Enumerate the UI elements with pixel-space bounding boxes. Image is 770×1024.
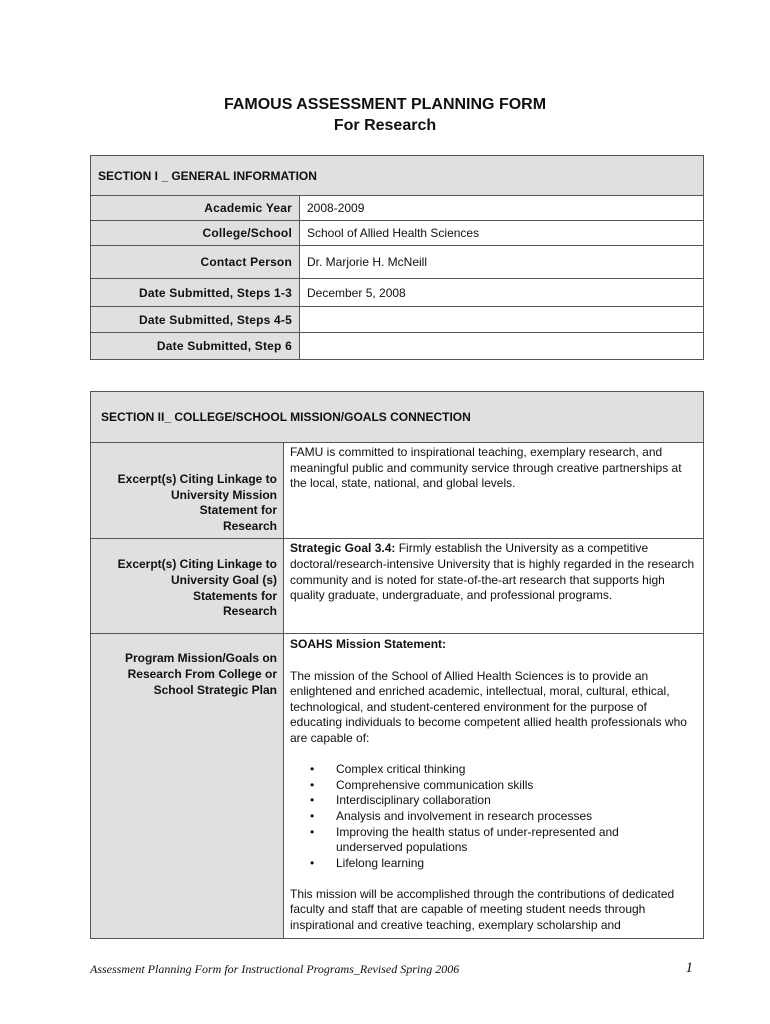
contact-person-label: Contact Person xyxy=(91,246,300,279)
date-step-6-label: Date Submitted, Step 6 xyxy=(91,333,300,360)
table-row xyxy=(91,246,704,279)
bullet-icon: • xyxy=(310,793,315,808)
list-item: • Analysis and involvement in research processes xyxy=(310,808,593,823)
program-mission-content[interactable] xyxy=(284,634,704,938)
list-item: • Comprehensive communication skills xyxy=(310,777,534,792)
label-line: Research From College or xyxy=(127,666,277,681)
table-row xyxy=(91,279,704,307)
table-row xyxy=(91,539,704,634)
strategic-goal-text: Firmly establish the University as a competitive doctoral/research-intensive University that is highly regarded in the research community and is noted for state-of-the-art research that supports high quality graduate, undergraduate, and professional programs. xyxy=(290,541,695,603)
date-steps-4-5-value[interactable] xyxy=(300,307,704,333)
label-line: Research xyxy=(222,518,277,533)
section1-header-row xyxy=(91,156,704,196)
label-line: Program Mission/Goals on xyxy=(124,651,277,666)
table-row xyxy=(91,307,704,333)
label-line: Research xyxy=(222,604,277,619)
university-goal-label xyxy=(91,539,284,634)
label-line: Excerpt(s) Citing Linkage to xyxy=(117,472,277,486)
mission-paragraph: The mission of the School of Allied Health Sciences is to provide an enlightened and enriched academic, intellectual, moral, cultural, ethical, technological, and student-centered environment for the purpose of educating individuals to become competent allied health professionals who are capable of: xyxy=(290,668,687,745)
bullet-icon: • xyxy=(310,762,315,777)
date-steps-1-3-value[interactable]: December 5, 2008 xyxy=(300,279,704,307)
strategic-goal-heading: Strategic Goal 3.4: xyxy=(290,541,396,556)
section2-header-row xyxy=(91,392,704,443)
label-line: University Mission xyxy=(170,487,277,502)
capabilities-list xyxy=(290,762,697,871)
date-steps-1-3-label: Date Submitted, Steps 1-3 xyxy=(91,279,300,307)
university-goal-excerpt[interactable] xyxy=(284,539,704,634)
university-mission-excerpt[interactable]: FAMU is committed to inspirational teaching, exemplary research, and meaningful public and community service through creative partnerships at the local, state, national, and global levels. xyxy=(284,443,704,539)
bullet-icon: • xyxy=(310,777,315,792)
form-header xyxy=(0,95,770,137)
label-line: Statements for xyxy=(192,588,277,603)
table-row xyxy=(91,221,704,246)
general-information-table xyxy=(90,155,704,360)
program-mission-label xyxy=(91,634,284,938)
page-number: 1 xyxy=(685,960,693,976)
section1-heading: SECTION I _ GENERAL INFORMATION xyxy=(91,156,704,196)
list-item: • Improving the health status of under-represented and underserved populations xyxy=(310,824,619,855)
label-line: University Goal (s) xyxy=(170,572,277,587)
mission-goals-table xyxy=(90,391,704,939)
form-subtitle: For Research xyxy=(333,117,437,134)
table-row xyxy=(91,333,704,360)
academic-year-label: Academic Year xyxy=(91,196,300,221)
bullet-icon: • xyxy=(310,824,315,839)
list-item: • Complex critical thinking xyxy=(310,762,466,777)
label-line: Statement for xyxy=(199,503,277,518)
list-item: • Lifelong learning xyxy=(310,855,425,870)
contact-person-value[interactable]: Dr. Marjorie H. McNeill xyxy=(300,246,704,279)
date-steps-4-5-label: Date Submitted, Steps 4-5 xyxy=(91,307,300,333)
date-step-6-value[interactable] xyxy=(300,333,704,360)
page-footer xyxy=(90,962,693,977)
academic-year-value[interactable]: 2008-2009 xyxy=(300,196,704,221)
section2-heading: SECTION II_ COLLEGE/SCHOOL MISSION/GOALS CONNECTION xyxy=(91,392,704,443)
label-line: School Strategic Plan xyxy=(153,682,277,697)
form-title: FAMOUS ASSESSMENT PLANNING FORM xyxy=(223,96,547,113)
bullet-icon: • xyxy=(310,808,315,823)
footer-text: Assessment Planning Form for Instructional Programs_Revised Spring 2006 xyxy=(90,962,460,976)
college-school-value[interactable]: School of Allied Health Sciences xyxy=(300,221,704,246)
label-line: Excerpt(s) Citing Linkage to xyxy=(117,557,277,572)
bullet-icon: • xyxy=(310,855,315,870)
list-item: • Interdisciplinary collaboration xyxy=(310,793,491,808)
table-row xyxy=(91,634,704,938)
soahs-mission-heading: SOAHS Mission Statement: xyxy=(290,637,447,652)
university-mission-label xyxy=(91,443,284,539)
table-row xyxy=(91,443,704,539)
college-school-label: College/School xyxy=(91,221,300,246)
closing-paragraph: This mission will be accomplished through the contributions of dedicated faculty and staff that are capable of meeting student needs through inspirational and creative teaching, exemplary scholarship and xyxy=(290,886,675,933)
table-row xyxy=(91,196,704,221)
